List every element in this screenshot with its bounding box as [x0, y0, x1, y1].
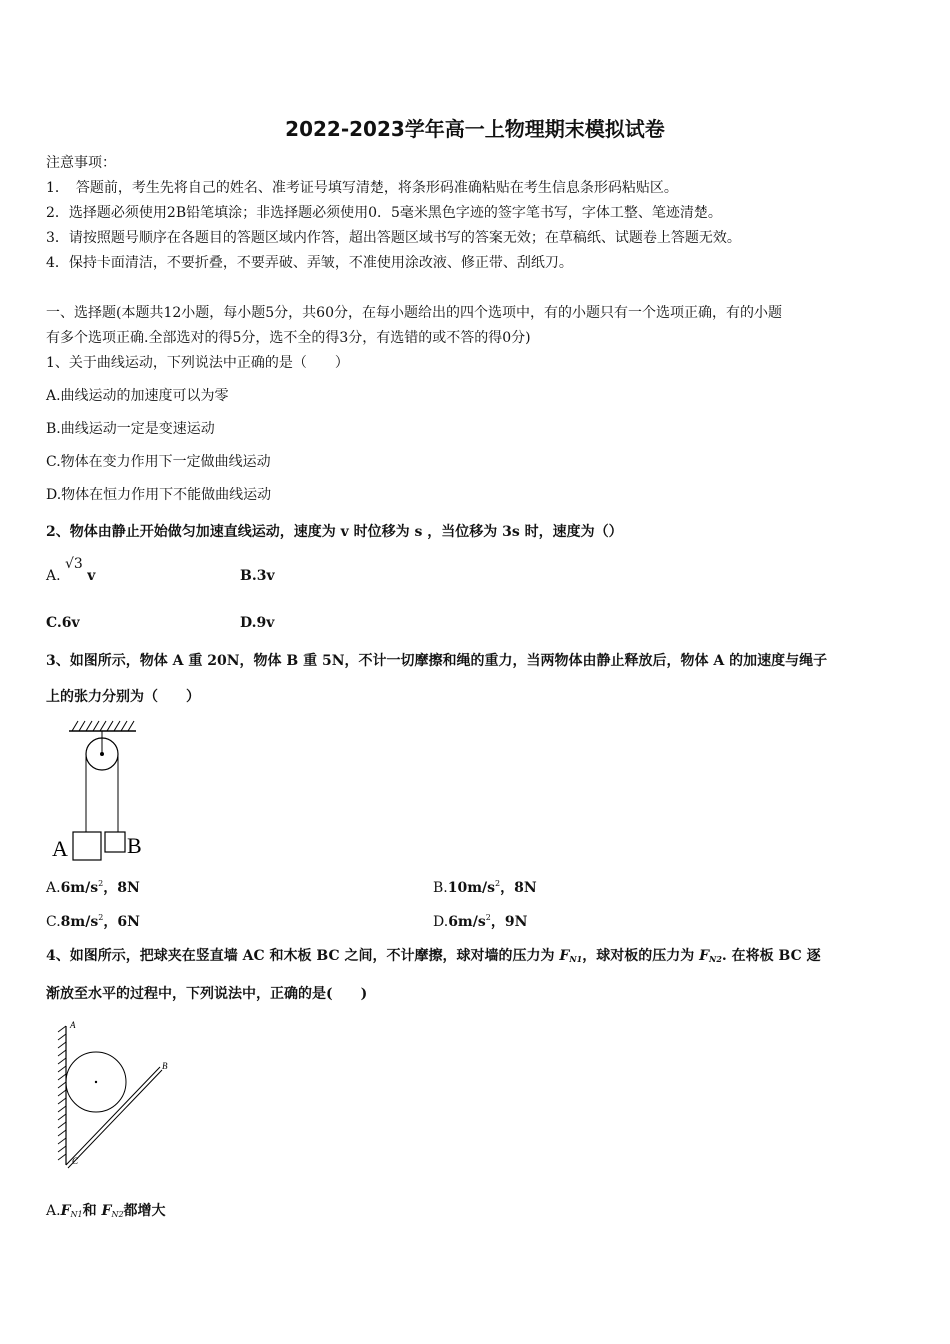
q3-option-a-exp: 2 [98, 879, 104, 888]
q4-option-a-and: 和 [82, 1203, 102, 1219]
q4-f-symbol-2: F [699, 948, 710, 964]
q1-option-c: C.物体在变力作用下一定做曲线运动 [46, 454, 271, 470]
q3-option-a-force: ，8N [103, 880, 140, 896]
notice-item-1: 1． 答题前，考生先将自己的姓名、准考证号填写清楚，将条形码准确粘贴在考生信息条形码粘贴区。 [46, 180, 678, 196]
section-instruction-line2: 有多个选项正确.全部选对的得5分，选不全的得3分，有选错的或不答的得0分) [46, 330, 531, 346]
q4-stem-line1 [46, 945, 821, 965]
section-instruction-line1: 一、选择题(本题共12小题，每小题5分，共60分，在每小题给出的四个选项中，有的小题只有一个选项正确，有的小题 [46, 305, 782, 321]
q2-option-a-var: v [87, 568, 96, 584]
q4-stem-part2: ，球对板的压力为 [582, 948, 700, 964]
q4-option-a-label: A. [46, 1203, 61, 1219]
q3-option-b-exp: 2 [495, 879, 501, 888]
q3-option-d [433, 911, 527, 931]
notice-item-2: 2．选择题必须使用2B铅笔填涂；非选择题必须使用0．5毫米黑色字迹的签字笔书写，字体工整、笔迹清楚。 [46, 205, 722, 221]
q1-option-a: A.曲线运动的加速度可以为零 [46, 388, 229, 404]
q4-stem-part3: . 在将板 BC 逐 [721, 948, 821, 964]
pulley-figure [44, 716, 154, 866]
q3-option-d-force: ，9N [490, 914, 528, 930]
q2-stem: 2、物体由静止开始做匀加速直线运动，速度为 v 时位移为 s ，当位移为 3s 时，速度为（） [46, 524, 623, 540]
q3-stem-line2: 上的张力分别为（ ） [46, 689, 200, 705]
q3-option-c-label: C. [46, 914, 61, 930]
q4-option-a-end: 都增大 [123, 1203, 166, 1219]
q3-stem-line1: 3、如图所示，物体 A 重 20N，物体 B 重 5N，不计一切摩擦和绳的重力，当两物体由静止释放后，物体 A 的加速度与绳子 [46, 653, 828, 669]
q4-option-a [46, 1200, 166, 1220]
q2-option-a-label: A. [46, 568, 61, 584]
q4-option-a-f2: F [101, 1203, 112, 1219]
notice-item-4: 4．保持卡面清洁，不要折叠，不要弄破、弄皱，不准使用涂改液、修正带、刮纸刀。 [46, 255, 573, 271]
fig-label-c: C [72, 1156, 79, 1166]
fig-label-b: B [127, 833, 142, 858]
fig-label-a: A [52, 836, 68, 861]
q3-option-b-label: B. [433, 880, 448, 896]
q4-n2-subscript: N2 [709, 954, 722, 964]
q4-option-a-n2: N2 [111, 1210, 124, 1219]
q2-option-d: D.9v [240, 615, 275, 631]
q3-option-b-accel: 10m/s [447, 880, 496, 896]
q3-option-d-exp: 2 [485, 913, 491, 922]
q3-option-d-label: D. [433, 914, 449, 930]
q1-stem: 1、关于曲线运动，下列说法中正确的是（ ） [46, 355, 349, 371]
notice-item-3: 3．请按照题号顺序在各题目的答题区域内作答，超出答题区域书写的答案无效；在草稿纸、试题卷上答题无效。 [46, 230, 741, 246]
q1-option-d: D.物体在恒力作用下不能做曲线运动 [46, 487, 272, 503]
q3-option-b [433, 877, 537, 897]
q3-option-c-accel: 8m/s [60, 914, 99, 930]
page-title: 2022-2023学年高一上物理期末模拟试卷 [285, 117, 665, 141]
q2-option-c: C.6v [46, 615, 80, 631]
q3-option-d-accel: 6m/s [448, 914, 486, 930]
q4-stem-line2: 渐放至水平的过程中，下列说法中，正确的是( ) [46, 986, 368, 1002]
q3-option-a-label: A. [46, 880, 61, 896]
q4-stem-part1: 4、如图所示，把球夹在竖直墙 AC 和木板 BC 之间，不计摩擦，球对墙的压力为 [46, 948, 560, 964]
q4-option-a-f1: F [60, 1203, 71, 1219]
q4-n1-subscript: N1 [569, 954, 583, 964]
sqrt-symbol: √3 [65, 556, 83, 572]
q1-option-b: B.曲线运动一定是变速运动 [46, 421, 215, 437]
q3-option-a-accel: 6m/s [60, 880, 99, 896]
q3-option-c-exp: 2 [98, 913, 104, 922]
q3-option-b-force: ，8N [500, 880, 537, 896]
fig-label-b: B [162, 1061, 168, 1071]
q4-f-symbol-1: F [559, 948, 570, 964]
wall-board-figure [54, 1018, 184, 1173]
fig-label-a: A [70, 1020, 76, 1030]
q4-option-a-n1: N1 [70, 1210, 83, 1219]
q2-option-b: B.3v [240, 568, 275, 584]
notice-heading: 注意事项： [46, 155, 116, 171]
q3-option-c-force: ，6N [103, 914, 140, 930]
q3-option-c [46, 911, 140, 931]
q3-option-a [46, 877, 140, 897]
q2-option-a [46, 556, 96, 584]
